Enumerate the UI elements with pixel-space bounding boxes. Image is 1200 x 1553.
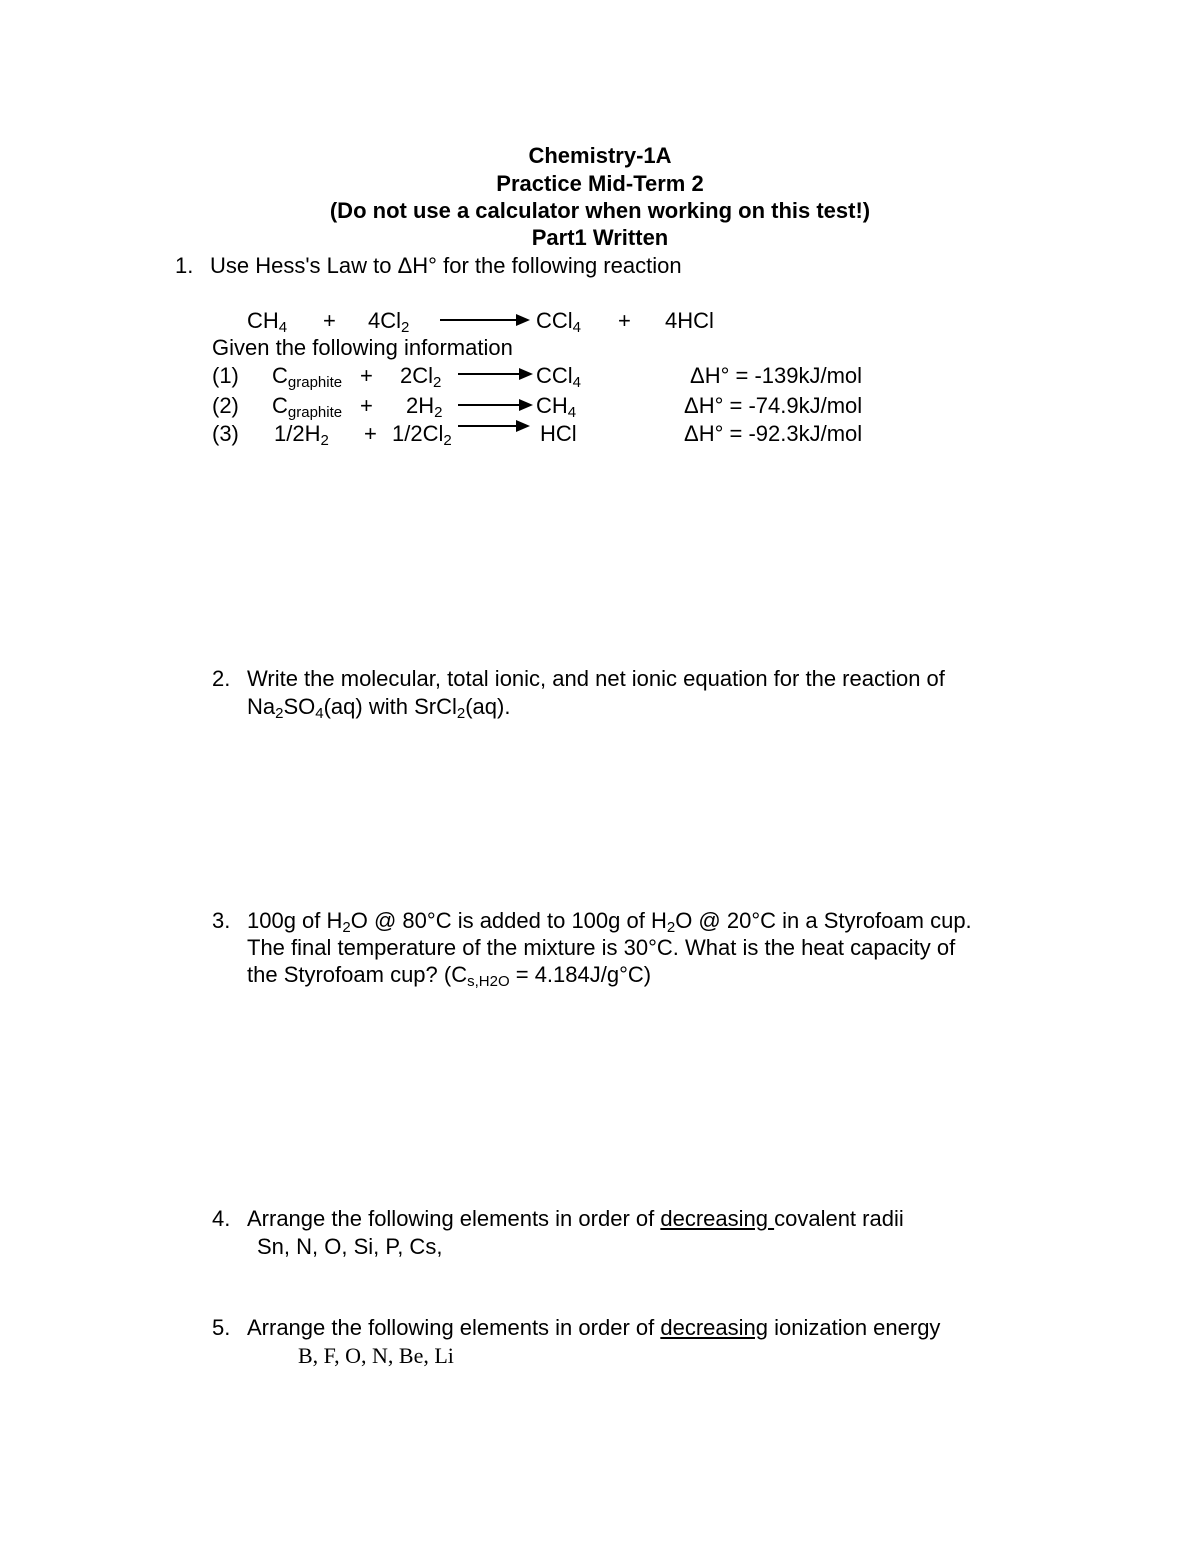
reaction-arrow-icon [458,419,530,433]
step-reactant-2: $1/2Cl_2$ [392,421,452,449]
question-3-line-3: the Styrofoam cup? $(C_{s,H2O} = 4.184J/g^\circ C)$ [247,962,652,990]
plus-sign: + [364,421,377,446]
step-product: CCl$_4$ [536,363,582,391]
step-product: $CH_4$ [536,393,577,421]
question-3-line-2: The final temperature of the mixture is 30°C. What is the heat capacity of [247,935,956,960]
step-label: (3) [212,421,239,446]
question-1-number: 1. [175,253,194,278]
plus-sign: + [618,308,631,333]
question-5-text: Arrange the following elements in order of decreasing ionization energy [247,1315,941,1340]
given-information-label: Given the following information [212,335,513,360]
course-title: Chemistry-1A [528,143,672,168]
calculator-note: (Do not use a calculator when working on this test!) [329,198,871,223]
enthalpy-value: ΔH° = -139kJ/mol [690,363,863,388]
reactant-4cl2: $4Cl_2$ [368,308,410,336]
question-4-elements: Sn, N, O, Si, P, Cs, [257,1234,443,1259]
step-product: HCl [540,421,577,446]
step-reactant-1: $C_{graphite}$ [272,363,343,391]
step-reactant-2: $2Cl_2$ [400,363,442,391]
part-title: Part1 Written [531,225,669,250]
exam-title: Practice Mid-Term 2 [496,171,704,196]
question-2-number: 2. [212,666,231,691]
step-reactant-2: $2H_2$ [406,393,443,421]
question-2-text: Write the molecular, total ionic, and net ionic equation for the reaction of [247,666,945,691]
question-4-number: 4. [212,1206,231,1231]
step-label: (2) [212,393,239,418]
emphasis-underline: decreasing [660,1315,768,1340]
product-4hcl: 4HCl [665,308,714,333]
question-1-text: Use Hess's Law to ΔH° for the following reaction [210,253,682,278]
question-5-number: 5. [212,1315,231,1340]
step-reactant-1: $C_{graphite}$ [272,393,343,421]
reaction-arrow-icon [458,398,533,412]
enthalpy-value: ΔH° = -74.9kJ/mol [684,393,863,418]
product-ccl4: CCl$_4$ [536,308,582,336]
emphasis-underline: decreasing [660,1206,775,1231]
question-4-text: Arrange the following elements in order of decreasing covalent radii [247,1206,904,1231]
reaction-arrow-icon [458,367,533,381]
question-3-line-1: 100g of $H_2O$ @ 80°C is added to 100g of $H_2O$ @ 20°C in a Styrofoam cup. [247,908,972,936]
enthalpy-value: ΔH° = -92.3kJ/mol [684,421,863,446]
question-2-reactants: $Na_2SO_4(aq)$ with SrCl$_2$(aq). [247,694,511,722]
reactant-ch4: $CH_4$ [247,308,288,336]
step-label: (1) [212,363,239,388]
plus-sign: + [360,393,373,418]
question-5-elements: B, F, O, N, Be, Li [298,1343,454,1368]
plus-sign: + [323,308,336,333]
question-3-number: 3. [212,908,231,933]
plus-sign: + [360,363,373,388]
step-reactant-1: $1/2H_2$ [274,421,329,449]
reaction-arrow-icon [440,313,530,327]
